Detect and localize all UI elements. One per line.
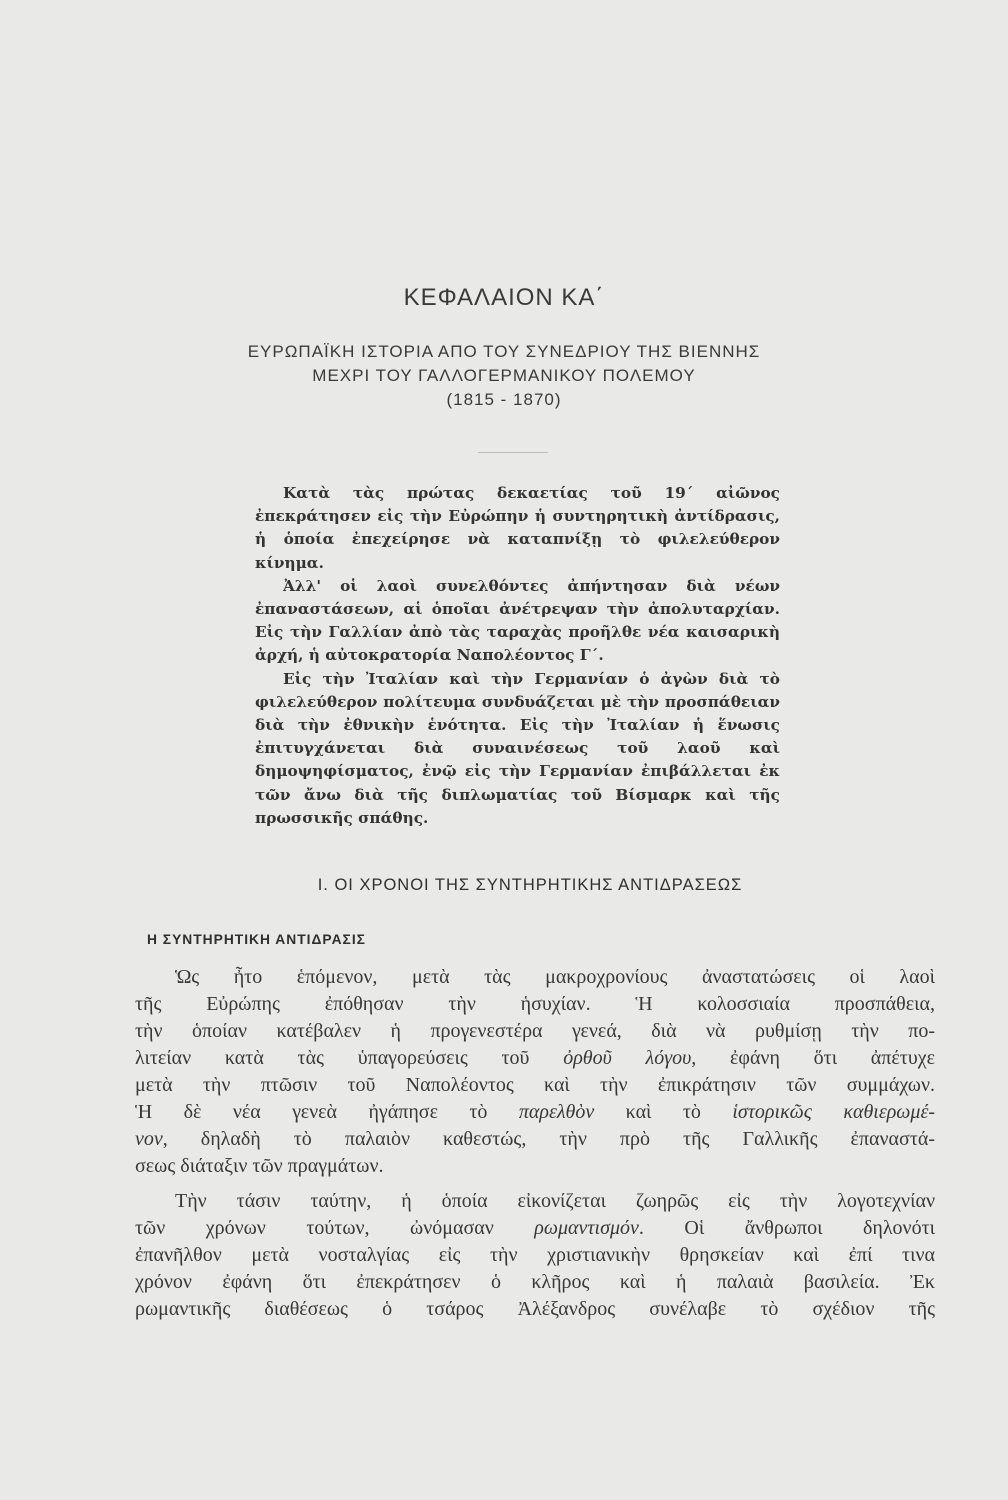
emphasis-text: ὀρθοῦ λόγου (563, 1047, 692, 1069)
body-line: Ὡς ἦτο ἑπόμενον, μετὰ τὰς μακροχρονίους ἀναστατώσεις οἱ λαοὶ (175, 966, 935, 988)
paragraph-gap (135, 1180, 935, 1188)
summary-paragraph-2: Ἀλλ' οἱ λαοὶ συνελθόντες ἀπήντησαν διὰ νέων ἐπαναστάσεων, αἱ ὁποῖαι ἀνέτρεψαν τὴν ἀπολυταρχίαν. Εἰς τὴν Γαλλίαν ἀπὸ τὰς ταραχὰς προῆλθε νέα καισαρικὴ ἀρχή, ἡ αὐτοκρατορία Ναπολέοντος Γ΄. (255, 576, 780, 665)
divider-rule (478, 452, 548, 453)
body-line (135, 1045, 935, 1072)
body-text-run: . Οἱ ἄνθρωποι δηλονότι (638, 1217, 936, 1239)
body-line: ἐπανῆλθον μετὰ νοσταλγίας εἰς τὴν χριστιανικὴν θρησκείαν καὶ ἐπί τινα (135, 1244, 935, 1266)
body-text-run: λιτείαν κατὰ τὰς ὑπαγορεύσεις τοῦ (135, 1047, 564, 1069)
body-line (135, 1099, 935, 1126)
section-subheading: Η ΣΥΝΤΗΡΗΤΙΚΗ ΑΝΤΙΔΡΑΣΙΣ (147, 932, 366, 947)
body-text-run: Ἡ δὲ νέα γενεὰ ἠγάπησε τὸ (135, 1101, 519, 1123)
summary-paragraph-1: Κατὰ τὰς πρώτας δεκαετίας τοῦ 19΄ αἰῶνος ἐπεκράτησεν εἰς τὴν Εὐρώπην ἡ συντηρητικὴ ἀντίδρασις, ἡ ὁποία ἐπεχείρησε νὰ καταπνίξῃ τὸ φιλελεύθερον κίνημα. (255, 484, 780, 572)
emphasis-text: παρελθὸν (518, 1101, 595, 1123)
body-text-run: , ἐφάνη ὅτι ἀπέτυχε (691, 1047, 935, 1069)
body-line: μετὰ τὴν πτῶσιν τοῦ Ναπολέοντος καὶ τὴν ἐπικράτησιν τῶν συμμάχων. (135, 1074, 935, 1096)
body-line (135, 1215, 935, 1242)
section-title: Ι. ΟΙ ΧΡΟΝΟΙ ΤΗΣ ΣΥΝΤΗΡΗΤΙΚΗΣ ΑΝΤΙΔΡΑΣΕΩΣ (317, 876, 743, 894)
body-line: Τὴν τάσιν ταύτην, ἡ ὁποία εἰκονίζεται ζωηρῶς εἰς τὴν λογοτεχνίαν (175, 1190, 935, 1212)
summary-paragraph-3: Εἰς τὴν Ἰταλίαν καὶ τὴν Γερμανίαν ὁ ἀγὼν διὰ τὸ φιλελεύθερον πολίτευμα συνδυάζεται μὲ τὴν προσπάθειαν διὰ τὴν ἐθνικὴν ἑνότητα. Εἰς τὴν Ἰταλίαν ἡ ἕνωσις ἐπιτυγχάνεται διὰ συναινέσεως τοῦ λαοῦ καὶ δημοψηφίσματος, ἐνῷ εἰς τὴν Γερμανίαν ἐπιβάλλεται ἐκ τῶν ἄνω διὰ τῆς διπλωματίας τοῦ Βίσμαρκ καὶ τῆς πρωσσικῆς σπάθης. (255, 669, 780, 827)
body-line: χρόνον ἐφάνη ὅτι ἐπεκράτησεν ὁ κλῆρος καὶ ἡ παλαιὰ βασιλεία. Ἐκ (135, 1271, 935, 1293)
body-text (135, 964, 935, 1323)
chapter-subtitle (0, 340, 1008, 412)
body-line: σεως διάταξιν τῶν πραγμάτων. (135, 1155, 384, 1177)
subtitle-dates: (1815 - 1870) (446, 390, 562, 409)
body-text-run: τῶν χρόνων τούτων, ὠνόμασαν (135, 1217, 535, 1239)
chapter-title: ΚΕΦΑΛΑΙΟΝ ΚΑ΄ (403, 284, 605, 311)
chapter-summary (255, 482, 780, 830)
emphasis-text: ρωμαντισμόν (534, 1217, 639, 1239)
body-text-run: καὶ τὸ (594, 1101, 733, 1123)
body-line (135, 1126, 935, 1153)
body-line: τῆς Εὐρώπης ἐπόθησαν τὴν ἡσυχίαν. Ἡ κολοσσιαία προσπάθεια, (135, 993, 935, 1015)
emphasis-text: ἱστορικῶς καθιερωμέ- (732, 1101, 936, 1123)
subtitle-line-1: ΕΥΡΩΠΑΪΚΗ ΙΣΤΟΡΙΑ ΑΠΟ ΤΟΥ ΣΥΝΕΔΡΙΟΥ ΤΗΣ ΒΙΕΝΝΗΣ (247, 342, 761, 361)
body-text-run: , δηλαδὴ τὸ παλαιὸν καθεστώς, τὴν πρὸ τῆς Γαλλικῆς ἐπαναστά- (162, 1128, 935, 1150)
emphasis-text: νον (135, 1128, 163, 1150)
body-line: τὴν ὁποίαν κατέβαλεν ἡ προγενεστέρα γενεά, διὰ νὰ ρυθμίσῃ τὴν πο- (135, 1020, 935, 1042)
subtitle-line-2: ΜΕΧΡΙ ΤΟΥ ΓΑΛΛΟΓΕΡΜΑΝΙΚΟΥ ΠΟΛΕΜΟΥ (312, 366, 696, 385)
body-line: ρωμαντικῆς διαθέσεως ὁ τσάρος Ἀλέξανδρος συνέλαβε τὸ σχέδιον τῆς (135, 1298, 935, 1320)
